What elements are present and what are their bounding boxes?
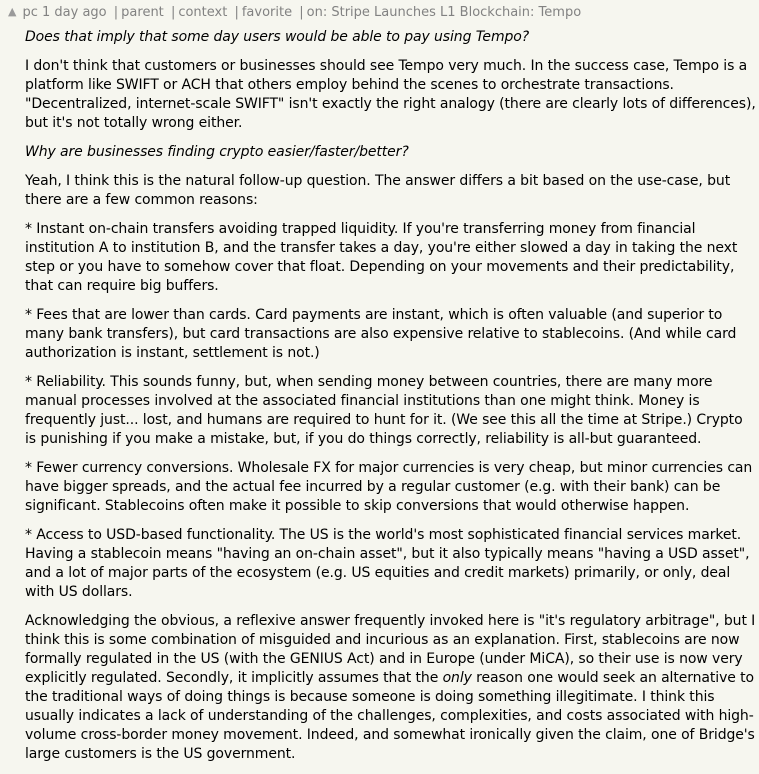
separator: | xyxy=(299,5,304,20)
comment-header xyxy=(8,3,581,22)
reason-item: * Access to USD-based functionality. The US is the world's most sophisticated financial services market. Having a stablecoin means "having an on-chain asset", but it also typically means "having a USD asset", and a lot of major parts of the ecosystem (e.g. US equities and credit markets) primarily, or only, deal with US dollars. xyxy=(25,527,750,600)
separator: | xyxy=(113,5,119,20)
username-link[interactable]: pc xyxy=(22,5,38,20)
reason-item: * Instant on-chain transfers avoiding trapped liquidity. If you're transferring money from financial institution A to institution B, and the transfer takes a day, you're either slowed a day in taking the next step or you have to somehow cover that float. Depending on your movements and their predictability, that can require big buffers. xyxy=(25,221,738,294)
separator: | xyxy=(170,5,176,20)
comment-paragraph: Yeah, I think this is the natural follow-up question. The answer differs a bit based on the use-case, but there are a few common reasons: xyxy=(25,173,731,208)
quoted-question: Why are businesses finding crypto easier/faster/better? xyxy=(25,144,409,160)
text-run: Acknowledging the obvious, a reflexive answer frequently invoked here is "it's regulatory arbitrage", but I think this is some combination of misguided and incurious as an explanation. First, stablecoins are now formally regulated in the US (with the GENIUS Act) and in Europe (under MiCA), so their use is now very explicitly regulated. Secondly, it implicitly assumes that the xyxy=(25,613,756,686)
upvote-triangle-icon[interactable]: ▲ xyxy=(8,5,17,18)
parent-link[interactable]: parent xyxy=(121,5,164,20)
quoted-question: Does that imply that some day users would be able to pay using Tempo? xyxy=(25,29,530,45)
comment-paragraph: I don't think that customers or businesses should see Tempo very much. In the success case, Tempo is a platform like SWIFT or ACH that others employ behind the scenes to orchestrate transactions. "Decentralized, internet-scale SWIFT" isn't exactly the right analogy (there are clearly lots of differences), but it's not totally wrong either. xyxy=(25,58,756,131)
comment-body xyxy=(25,28,756,774)
reason-item: * Fewer currency conversions. Wholesale FX for major currencies is very cheap, but minor currencies can have bigger spreads, and the actual fee incurred by a regular customer (e.g. with their bank) can be significant. Stablecoins often make it possible to skip conversions that would otherwise happen. xyxy=(25,460,753,514)
comment-paragraph xyxy=(25,612,756,764)
reason-item: * Reliability. This sounds funny, but, when sending money between countries, there are many more manual processes involved at the associated financial institutions than one might think. Money is frequently just... lost, and humans are required to hunt for it. (We see this all the time at Stripe.) Crypto is punishing if you make a mistake, but, if you do things correctly, reliability is all-but guaranteed. xyxy=(25,374,743,447)
emphasis-text: only xyxy=(442,670,472,686)
text-run: reason one would seek an alternative to the traditional ways of doing things is because someone is doing something illegitimate. I think this usually indicates a lack of understanding of the challenges, complexities, and costs associated with high-volume cross-border money movement. Indeed, and somewhat ironically given the claim, one of Bridge's large customers is the US government. xyxy=(25,670,755,762)
separator: | xyxy=(234,5,239,20)
reason-item: * Fees that are lower than cards. Card payments are instant, which is often valuable (and superior to many bank transfers), but card transactions are also expensive relative to stablecoins. (And while card authorization is instant, settlement is not.) xyxy=(25,307,737,361)
story-title-link[interactable]: Stripe Launches L1 Blockchain: Tempo xyxy=(331,5,582,20)
context-link[interactable]: context xyxy=(178,5,228,20)
comment-age-link[interactable]: 1 day ago xyxy=(42,5,107,20)
on-label: on: xyxy=(306,5,328,20)
favorite-link[interactable]: favorite xyxy=(241,5,293,20)
